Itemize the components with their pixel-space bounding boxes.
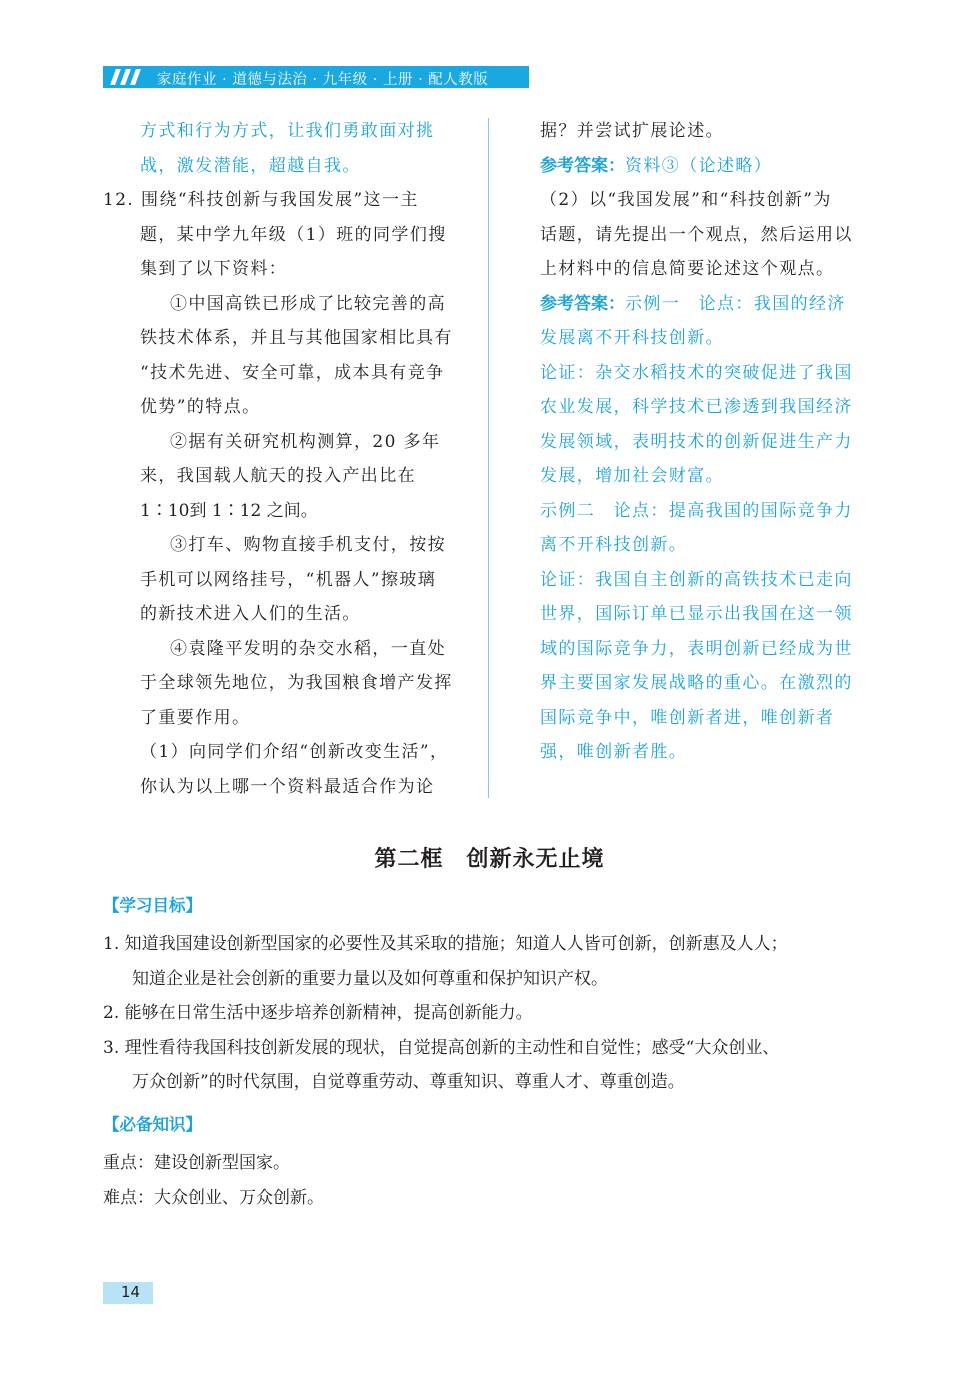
material-4-line: 了重要作用。 bbox=[140, 707, 251, 728]
difficult-point-line: 难点：大众创业、万众创新。 bbox=[103, 1187, 324, 1208]
answer-2-line: 国际竞争中，唯创新者进，唯创新者 bbox=[540, 707, 835, 728]
material-1-line: “技术先进、安全可靠，成本具有竞争 bbox=[140, 362, 445, 383]
answer-2-line: 发展领域，表明技术的创新促进生产力 bbox=[540, 431, 853, 452]
material-2-line: 来，我国载人航天的投入产出比在 bbox=[140, 466, 416, 486]
right-column bbox=[540, 114, 877, 770]
sub-question-2-line: （2）以“我国发展”和“科技创新”为 bbox=[540, 190, 832, 210]
section-title: 第二框 创新永无止境 bbox=[374, 846, 605, 872]
question-12-line: 12. 围绕“科技创新与我国发展”这一主 bbox=[103, 190, 419, 210]
goal-line: 2. 能够在日常生活中逐步培养创新精神，提高创新能力。 bbox=[103, 1003, 533, 1023]
sub-question-1-line: 你认为以上哪一个资料最适合作为论 bbox=[140, 776, 435, 797]
answer-2-line: 示例二 论点：提高我国的国际竞争力 bbox=[540, 500, 853, 521]
answer-label: 参考答案： bbox=[540, 293, 625, 314]
key-point-line: 重点：建设创新型国家。 bbox=[103, 1153, 290, 1173]
answer-2-line: 论证：我国自主创新的高铁技术已走向 bbox=[540, 569, 853, 590]
answer-2-line: 强，唯创新者胜。 bbox=[540, 742, 688, 762]
question-12-line: 集到了以下资料： bbox=[140, 259, 288, 279]
answer-2-line: 农业发展，科学技术已渗透到我国经济 bbox=[540, 397, 853, 417]
material-4-line: ④袁隆平发明的杂交水稻，一直处 bbox=[170, 638, 446, 659]
goal-line: 3. 理性看待我国科技创新发展的现状，自觉提高创新的主动性和自觉性；感受“大众创业、 bbox=[103, 1037, 780, 1058]
answer-1 bbox=[540, 149, 877, 184]
goal-line: 知道企业是社会创新的重要力量以及如何尊重和保护知识产权。 bbox=[132, 968, 608, 989]
goal-line: 万众创新”的时代氛围，自觉尊重劳动、尊重知识、尊重人才、尊重创造。 bbox=[132, 1072, 685, 1092]
material-1-line: 铁技术体系，并且与其他国家相比具有 bbox=[140, 328, 453, 348]
answer-2 bbox=[540, 287, 877, 322]
page-number: 14 bbox=[121, 1283, 141, 1301]
sub-question-2-line: 话题，请先提出一个观点，然后运用以 bbox=[540, 224, 853, 245]
material-2-line: 1∶10到 1∶12 之间。 bbox=[140, 500, 318, 521]
required-knowledge-tag: 【必备知识】 bbox=[103, 1115, 202, 1134]
header-stripes-icon bbox=[109, 66, 149, 88]
material-3-line: ③打车、购物直接手机支付，按按 bbox=[170, 535, 446, 555]
material-1-line: ①中国高铁已形成了比较完善的高 bbox=[170, 293, 446, 314]
answer-1-text: 资料③（论述略） bbox=[625, 155, 773, 176]
material-3-line: 的新技术进入人们的生活。 bbox=[140, 604, 361, 624]
column-divider bbox=[488, 118, 489, 798]
material-2-line: ②据有关研究机构测算，20 多年 bbox=[170, 431, 441, 452]
left-column bbox=[103, 114, 475, 804]
learning-goals-list bbox=[103, 927, 893, 1100]
answer-2-line: 域的国际竞争力，表明创新已经成为世 bbox=[540, 638, 853, 659]
answer-continued-line: 战，激发潜能，超越自我。 bbox=[140, 155, 361, 176]
answer-2-line: 离不开科技创新。 bbox=[540, 535, 688, 555]
answer-2-line: 界主要国家发展战略的重心。在激烈的 bbox=[540, 673, 853, 693]
answer-2-line: 世界，国际订单已显示出我国在这一领 bbox=[540, 604, 853, 624]
answer-label: 参考答案： bbox=[540, 155, 625, 176]
material-3-line: 手机可以网络挂号，“机器人”擦玻璃 bbox=[140, 569, 437, 590]
material-4-line: 于全球领先地位，为我国粮食增产发挥 bbox=[140, 673, 453, 693]
sub-question-1-line: 据？并尝试扩展论述。 bbox=[540, 121, 724, 141]
page-number-badge bbox=[103, 1282, 153, 1304]
learning-goals-tag: 【学习目标】 bbox=[103, 896, 202, 915]
answer-2-line: 发展，增加社会财富。 bbox=[540, 466, 724, 486]
sub-question-1-line: （1）向同学们介绍“创新改变生活”， bbox=[140, 742, 449, 762]
goal-line: 1. 知道我国建设创新型国家的必要性及其采取的措施；知道人人皆可创新，创新惠及人人； bbox=[103, 934, 788, 954]
required-knowledge-list bbox=[103, 1146, 893, 1215]
answer-continued-line: 方式和行为方式，让我们勇敢面对挑 bbox=[140, 121, 435, 141]
answer-2-line: 论证：杂交水稻技术的突破促进了我国 bbox=[540, 362, 853, 383]
question-12-line: 题，某中学九年级（1）班的同学们搜 bbox=[140, 224, 447, 245]
header-title: 家庭作业 · 道德与法治 · 九年级 · 上册 · 配人教版 bbox=[157, 72, 489, 88]
header-band bbox=[103, 66, 529, 88]
answer-2-line: 发展离不开科技创新。 bbox=[540, 328, 724, 348]
sub-question-2-line: 上材料中的信息简要论述这个观点。 bbox=[540, 259, 835, 279]
material-1-line: 优势”的特点。 bbox=[140, 397, 261, 417]
answer-2-first: 示例一 论点：我国的经济 bbox=[625, 293, 846, 314]
